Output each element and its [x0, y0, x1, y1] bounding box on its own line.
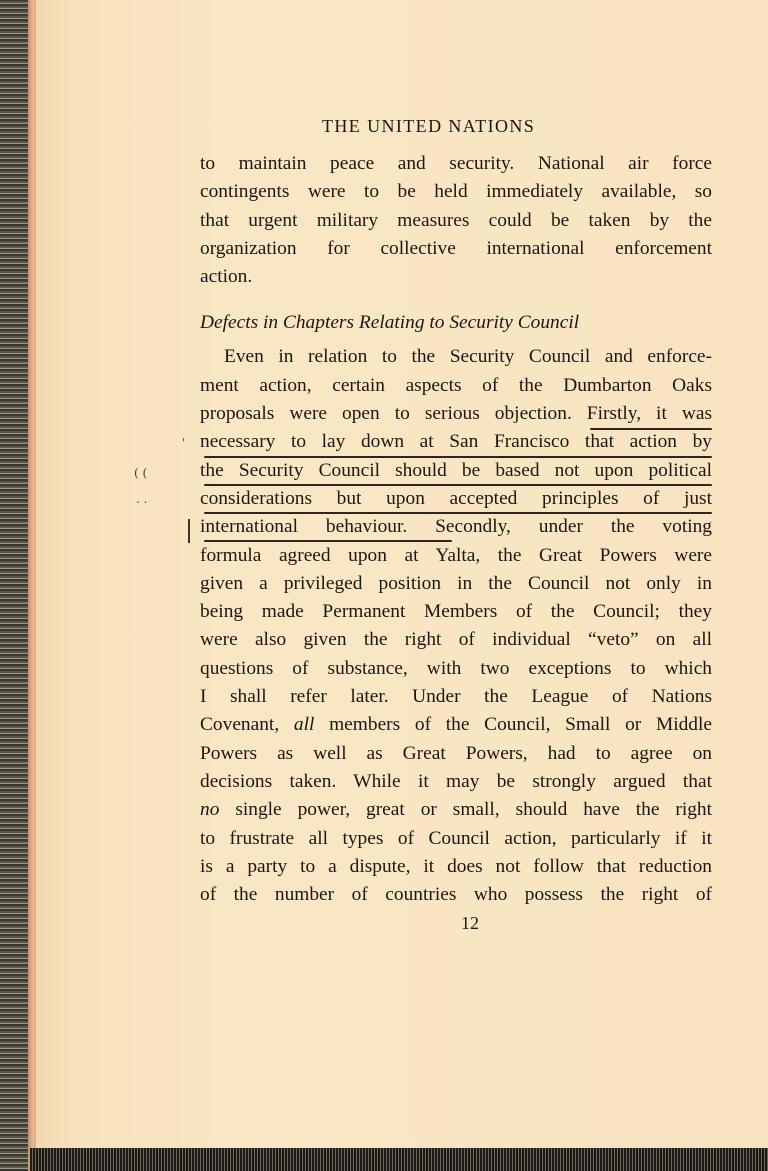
- pencil-underline: [590, 428, 712, 430]
- text-line: given a privileged position in the Council not only in: [200, 572, 712, 594]
- book-bottom-edge: [30, 1148, 768, 1171]
- section-heading: Defects in Chapters Relating to Security Council: [200, 312, 580, 334]
- text-line: considerations but upon accepted principles of just: [200, 487, 712, 509]
- text-line: Even in relation to the Security Council and enforce-: [224, 346, 712, 368]
- text-span: Covenant,: [200, 714, 294, 736]
- text-line: is a party to a dispute, it does not follow that reduction: [200, 855, 712, 877]
- emphasis-all: all: [293, 714, 315, 736]
- book-spine: [0, 0, 30, 1171]
- text-line: to maintain peace and security. National air force: [200, 153, 712, 174]
- pencil-underline: [204, 456, 712, 458]
- text-line: Powers as well as Great Powers, had to agree on: [200, 742, 712, 764]
- pencil-underline: [204, 540, 452, 542]
- text-line: ment action, certain aspects of the Dumbarton Oaks: [200, 374, 712, 396]
- body-text: [200, 150, 712, 909]
- margin-line: [188, 519, 190, 543]
- text-line: contingents were to be held immediately available, so: [200, 181, 712, 203]
- text-line: being made Permanent Members of the Council; they: [200, 601, 712, 623]
- pencil-underline: [204, 484, 712, 486]
- text-line: necessary to lay down at San Francisco that action by: [200, 431, 712, 453]
- emphasis-no: no: [200, 799, 220, 821]
- margin-note: ( (: [134, 466, 148, 480]
- text-span: members of the Council, Small or Middle: [314, 714, 713, 736]
- text-line: formula agreed upon at Yalta, the Great Powers were: [200, 544, 712, 566]
- text-line: organization for collective international enforcement: [200, 237, 712, 259]
- page-number: 12: [461, 913, 479, 933]
- text-line: proposals were open to serious objection. Firstly, it was: [200, 403, 712, 425]
- text-line-covenant: [200, 711, 712, 739]
- margin-note: ': [182, 436, 186, 450]
- text-line: the Security Council should be based not upon political: [200, 459, 712, 481]
- pencil-underline: [204, 512, 712, 514]
- text-line: that urgent military measures could be taken by the: [200, 209, 712, 231]
- text-line: international behaviour. Secondly, under the voting: [200, 516, 712, 538]
- text-line: questions of substance, with two exceptions to which: [200, 657, 712, 679]
- text-line: to frustrate all types of Council action, particularly if it: [200, 827, 712, 849]
- text-line: were also given the right of individual “veto” on all: [200, 629, 712, 651]
- text-line: I shall refer later. Under the League of Nations: [200, 686, 712, 708]
- margin-note: . .: [136, 492, 148, 506]
- text-line-no: [200, 796, 712, 824]
- text-line: decisions taken. While it may be strongly argued that: [200, 770, 712, 792]
- text-line: action.: [200, 266, 253, 288]
- running-head: THE UNITED NATIONS: [322, 116, 536, 136]
- paragraph-1: [200, 150, 712, 291]
- text-span: single power, great or small, should have the right: [219, 799, 712, 821]
- text-line: of the number of countries who possess the right of: [200, 884, 712, 906]
